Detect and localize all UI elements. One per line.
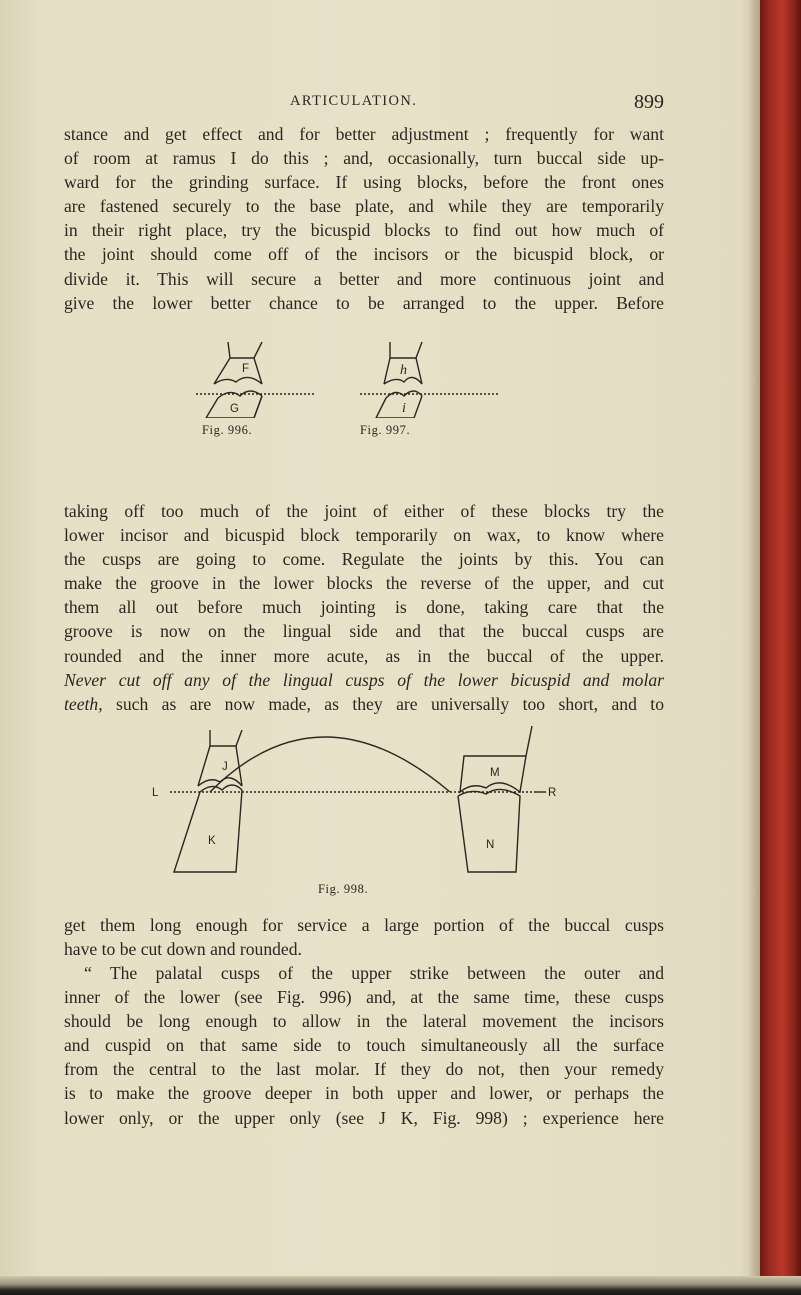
- text-line: taking off too much of the joint of either of these blocks try the: [64, 501, 664, 521]
- figure-997-drawing: [360, 338, 500, 418]
- fig998-l-label: L: [152, 787, 159, 799]
- fig998-k-label: K: [208, 835, 216, 847]
- page-header: [64, 91, 664, 115]
- text-line: them all out before much jointing is done, taking care that the: [64, 597, 664, 618]
- text-line: divide it. This will secure a better and more continuous joint and: [64, 268, 664, 289]
- text-line: in their right place, try the bicuspid blocks to find out how much of: [64, 220, 664, 241]
- text-line: are fastened securely to the base plate, and while they are temporarily: [64, 196, 664, 217]
- text-line: rounded and the inner more acute, as in the buccal of the upper.: [64, 645, 664, 666]
- fig996-lower-label: G: [230, 403, 239, 415]
- text-line: of room at ramus I do this ; and, occasionally, turn buccal side up-: [64, 148, 664, 169]
- text-line: inner of the lower (see Fig. 996) and, at the same time, these cusps: [64, 987, 664, 1008]
- figure-998-caption: Fig. 998.: [318, 882, 369, 896]
- figure-998: [150, 712, 590, 896]
- text-line: have to be cut down and rounded.: [64, 939, 302, 960]
- text-line: from the central to the last molar. If they do not, then your remedy: [64, 1059, 664, 1080]
- italic-text: teeth,: [64, 693, 103, 714]
- figure-998-drawing: [150, 712, 590, 880]
- text-line: lower incisor and bicuspid block temporarily on wax, to know where: [64, 525, 664, 546]
- figure-997: [360, 338, 500, 437]
- text-line: stance and get effect and for better adjustment ; frequently for want: [64, 124, 664, 144]
- paragraph-1: [64, 122, 664, 315]
- text-line: get them long enough for service a large portion of the buccal cusps: [64, 915, 664, 935]
- text-line: should be long enough to allow in the lateral movement the incisors: [64, 1011, 664, 1032]
- fig998-n-label: N: [486, 839, 495, 851]
- text-line: lower only, or the upper only (see J K, Fig. 998) ; experience here: [64, 1107, 664, 1128]
- text-line: “ The palatal cusps of the upper strike between the outer and: [84, 963, 664, 983]
- fig998-r-label: R: [548, 787, 557, 799]
- text-line: ward for the grinding surface. If using blocks, before the front ones: [64, 172, 664, 193]
- running-head: ARTICULATION.: [290, 93, 418, 109]
- text-line: [64, 668, 664, 692]
- paragraph-2: [64, 499, 664, 716]
- fig998-j-label: J: [222, 761, 228, 773]
- text-line: the joint should come off of the incisors or the bicuspid block, or: [64, 244, 664, 265]
- text-line: and cuspid on that same side to touch simultaneously all the surface: [64, 1035, 664, 1056]
- paragraph-3: [64, 913, 664, 961]
- text-line: is to make the groove deeper in both upper and lower, or perhaps the: [64, 1083, 664, 1104]
- text-span: such as are now made, as they are universally too short, and to: [102, 693, 664, 714]
- figure-996-caption: Fig. 996.: [202, 423, 253, 437]
- text-line: groove is now on the lingual side and that the buccal cusps are: [64, 621, 664, 642]
- fig997-lower-label: i: [402, 401, 406, 416]
- book-binding: [760, 0, 801, 1295]
- figure-996-drawing: [196, 338, 316, 418]
- text-line: the cusps are going to come. Regulate the joints by this. You can: [64, 549, 664, 570]
- text-line: give the lower better chance to be arranged to the upper. Before: [64, 292, 664, 313]
- text-line: make the groove in the lower blocks the reverse of the upper, and cut: [64, 573, 664, 594]
- fig996-upper-label: F: [242, 363, 250, 375]
- fig998-m-label: M: [490, 767, 500, 779]
- figure-996: [196, 338, 316, 437]
- page-bottom-edge: [0, 1276, 801, 1295]
- paragraph-4: [64, 961, 664, 1130]
- page-number: 899: [634, 91, 664, 113]
- italic-text: Never cut off any of the lingual cusps of the lower bicuspid and molar: [64, 669, 664, 690]
- fig997-upper-label: h: [400, 363, 407, 378]
- figure-997-caption: Fig. 997.: [360, 423, 411, 437]
